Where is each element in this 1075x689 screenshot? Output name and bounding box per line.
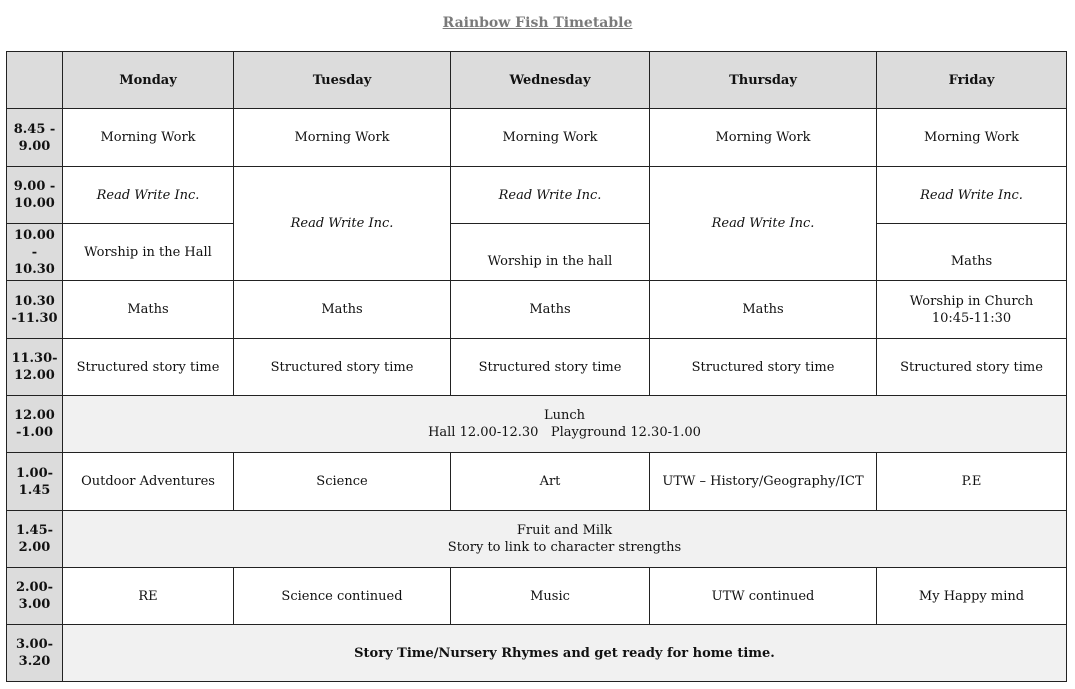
cell-fri-morning: Morning Work <box>877 109 1067 167</box>
cell-fri-1000: Maths <box>877 224 1067 281</box>
day-header-monday: Monday <box>63 52 234 109</box>
cell-fri-1030: Worship in Church 10:45-11:30 <box>877 281 1067 339</box>
table-row <box>7 167 1067 224</box>
time-slot-1000: 10.00 - 10.30 <box>7 224 63 281</box>
cell-tue-1030: Maths <box>234 281 451 339</box>
home-time-band: Story Time/Nursery Rhymes and get ready for home time. <box>63 625 1067 682</box>
cell-mon-0200: RE <box>63 568 234 625</box>
cell-wed-story: Structured story time <box>451 339 650 396</box>
time-slot-0100: 1.00- 1.45 <box>7 453 63 511</box>
page-title: Rainbow Fish Timetable <box>442 15 633 31</box>
cell-tue-0200: Science continued <box>234 568 451 625</box>
cell-mon-1030: Maths <box>63 281 234 339</box>
cell-mon-story: Structured story time <box>63 339 234 396</box>
lunch-band: Lunch Hall 12.00-12.30 Playground 12.30-1.00 <box>63 396 1067 453</box>
cell-mon-1000: Worship in the Hall <box>63 224 234 281</box>
fruit-milk-band: Fruit and Milk Story to link to character strengths <box>63 511 1067 568</box>
cell-fri-0100: P.E <box>877 453 1067 511</box>
table-row <box>7 396 1067 453</box>
cell-fri-rwi: Read Write Inc. <box>877 167 1067 224</box>
cell-mon-0100: Outdoor Adventures <box>63 453 234 511</box>
time-slot-0200: 2.00- 3.00 <box>7 568 63 625</box>
cell-mon-rwi: Read Write Inc. <box>63 167 234 224</box>
table-row <box>7 625 1067 682</box>
table-row <box>7 511 1067 568</box>
cell-thu-story: Structured story time <box>650 339 877 396</box>
cell-wed-0200: Music <box>451 568 650 625</box>
day-header-wednesday: Wednesday <box>451 52 650 109</box>
cell-wed-1030: Maths <box>451 281 650 339</box>
time-slot-0900: 9.00 - 10.00 <box>7 167 63 224</box>
time-slot-0845: 8.45 - 9.00 <box>7 109 63 167</box>
time-slot-0300: 3.00- 3.20 <box>7 625 63 682</box>
time-slot-0145: 1.45- 2.00 <box>7 511 63 568</box>
day-header-friday: Friday <box>877 52 1067 109</box>
cell-wed-rwi: Read Write Inc. <box>451 167 650 224</box>
cell-fri-0200: My Happy mind <box>877 568 1067 625</box>
day-header-thursday: Thursday <box>650 52 877 109</box>
cell-tue-story: Structured story time <box>234 339 451 396</box>
cell-wed-0100: Art <box>451 453 650 511</box>
table-row <box>7 109 1067 167</box>
day-header-tuesday: Tuesday <box>234 52 451 109</box>
cell-thu-rwi: Read Write Inc. <box>650 167 877 281</box>
cell-tue-rwi: Read Write Inc. <box>234 167 451 281</box>
cell-mon-morning: Morning Work <box>63 109 234 167</box>
time-slot-1030: 10.30 -11.30 <box>7 281 63 339</box>
cell-fri-story: Structured story time <box>877 339 1067 396</box>
table-row <box>7 224 1067 281</box>
cell-thu-0100: UTW – History/Geography/ICT <box>650 453 877 511</box>
cell-thu-1030: Maths <box>650 281 877 339</box>
cell-thu-morning: Morning Work <box>650 109 877 167</box>
cell-tue-0100: Science <box>234 453 451 511</box>
time-slot-1130: 11.30- 12.00 <box>7 339 63 396</box>
time-slot-1200: 12.00 -1.00 <box>7 396 63 453</box>
header-row <box>7 52 1067 109</box>
table-row <box>7 568 1067 625</box>
table-row <box>7 453 1067 511</box>
cell-wed-1000: Worship in the hall <box>451 224 650 281</box>
cell-tue-morning: Morning Work <box>234 109 451 167</box>
table-row <box>7 339 1067 396</box>
table-row <box>7 281 1067 339</box>
cell-wed-morning: Morning Work <box>451 109 650 167</box>
timetable <box>6 51 1067 682</box>
cell-thu-0200: UTW continued <box>650 568 877 625</box>
corner-cell <box>7 52 63 109</box>
